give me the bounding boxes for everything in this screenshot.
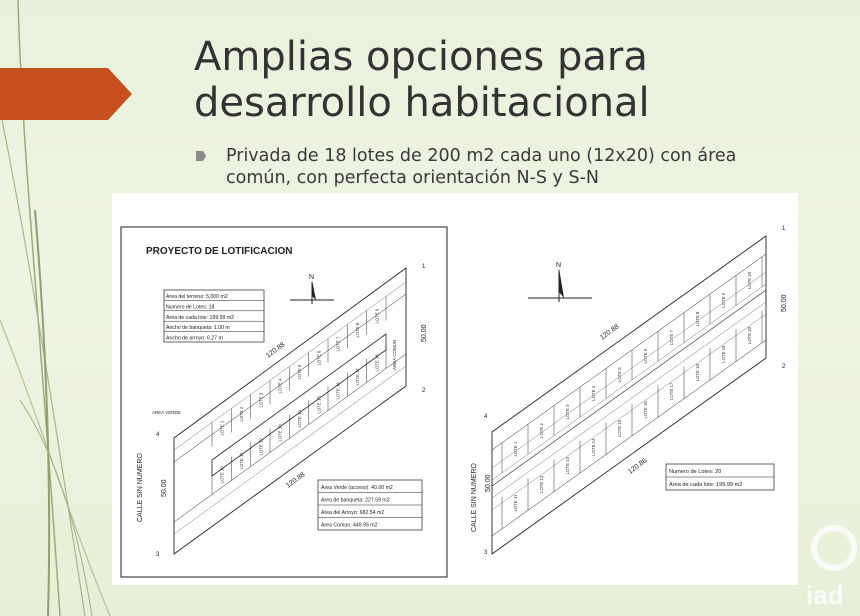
north-label: N <box>556 262 562 269</box>
street-label: CALLE SIN NUMERO <box>471 463 478 532</box>
lot-label: LOTE 13 <box>277 424 283 442</box>
corner-label: 4 <box>156 432 160 438</box>
corner-label: 3 <box>484 550 488 556</box>
lot-label: LOTE 4 <box>591 385 596 401</box>
lot-label: LOTE 15 <box>316 396 322 414</box>
lot-label: LOTE 9 <box>721 292 726 308</box>
bullet-item <box>196 145 796 189</box>
lot-label: LOTE 18 <box>374 354 380 372</box>
corner-label: 2 <box>422 388 426 394</box>
dimension-top: 120.88 <box>265 341 287 360</box>
lot-label: LOTE 16 <box>335 382 341 400</box>
lot-label: LOTE 9 <box>374 308 380 324</box>
lot-label: LOTE 14 <box>297 410 302 428</box>
dimension-bottom: 120.88 <box>285 471 307 490</box>
lot-label: LOTE 11 <box>239 452 244 470</box>
lot-label: LOTE 7 <box>335 336 341 352</box>
lot-label: LOTE 10 <box>219 466 225 484</box>
info-row: Area de cada lote: 199.99 m2 <box>166 314 235 321</box>
corner-label: 2 <box>782 364 786 370</box>
arrow-bullet-icon <box>196 151 206 161</box>
dimension-left: 50.00 <box>161 479 168 497</box>
info-row: Numero de Lotes: 20 <box>669 469 722 475</box>
bullet-text-1: Privada de 18 lotes de 200 m2 cada uno (12x20) con área común, con perfecta orientación N-S y S-N <box>226 146 737 188</box>
area-row: Area del Arroyo: 682.54 m2 <box>321 510 385 516</box>
slide-title-line2: desarrollo habitacional <box>194 80 650 126</box>
lot-label: LOTE 8 <box>695 311 700 327</box>
area-row: Area Verde (acceso): 40.00 m2 <box>321 485 393 491</box>
lot-label: LOTE 13 <box>565 457 570 475</box>
north-label: N <box>309 274 315 281</box>
lot-label: LOTE 18 <box>695 364 700 382</box>
parcel-outline <box>492 236 766 554</box>
lot-label: LOTE 3 <box>565 404 570 420</box>
lot-label: LOTE 12 <box>258 438 264 456</box>
info-table <box>666 464 774 490</box>
info-row: Area del terreno: 5,000 m2 <box>166 294 228 300</box>
lot-label: LOTE 1 <box>219 420 225 436</box>
area-row: Area de banqueta: 227.59 m2 <box>321 497 390 504</box>
plan-18-lotes <box>116 222 452 582</box>
area-row: Area Comun: 449.95 m2 <box>321 522 378 529</box>
dimension-left: 50.00 <box>485 474 492 492</box>
lot-label: LOTE 5 <box>617 367 622 383</box>
lot-label: LOTE 16 <box>643 401 648 419</box>
corner-label: 1 <box>782 226 786 232</box>
lot-label: LOTE 19 <box>721 345 726 363</box>
lot-label: LOTE 20 <box>747 326 752 345</box>
info-row: Area de cada lote: 199.99 m2 <box>669 482 743 488</box>
lot-label: LOTE 15 <box>617 419 622 438</box>
slide-title <box>194 34 650 126</box>
dimension-right: 50.00 <box>421 324 428 342</box>
watermark-text: iad <box>806 580 844 610</box>
dimension-top: 120.88 <box>599 323 621 342</box>
lot-label: LOTE 10 <box>747 271 752 290</box>
lot-label: LOTE 7 <box>669 330 674 345</box>
areas-table <box>318 480 422 530</box>
north-arrow <box>528 262 592 302</box>
lot-label: LOTE 2 <box>539 423 544 438</box>
info-row: Ancho de banqueta: 1.00 m <box>166 325 230 332</box>
corner-label: 1 <box>422 264 426 270</box>
lot-label: LOTE 17 <box>355 368 360 386</box>
street-label: CALLE SIN NUMERO <box>137 453 144 522</box>
plan-20-lotes <box>462 222 798 582</box>
lot-label: LOTE 5 <box>297 364 302 380</box>
north-arrow <box>290 274 334 304</box>
lot-label: LOTE 8 <box>355 322 360 338</box>
lot-label: LOTE 1 <box>513 441 518 457</box>
dimension-right: 50.00 <box>781 294 788 312</box>
corner-label: 4 <box>484 414 488 420</box>
info-table <box>164 290 264 342</box>
lot-label: LOTE 6 <box>316 350 322 366</box>
title-arrow-banner <box>0 68 132 120</box>
dimension-bottom: 120.86 <box>627 457 649 476</box>
lot-label: LOTE 3 <box>258 392 264 408</box>
lot-label: LOTE 11 <box>513 494 518 512</box>
lot-label: LOTE 14 <box>591 438 596 456</box>
lot-label: LOTE 4 <box>277 378 283 394</box>
lot-label: LOTE 17 <box>669 382 674 400</box>
info-row: Ancho de arroyo: 6.27 m <box>166 335 223 342</box>
plan-heading: PROYECTO DE LOTIFICACION <box>146 246 293 257</box>
area-comun-label: AREA COMUN <box>392 339 397 370</box>
lot-label: LOTE 2 <box>239 406 244 422</box>
iad-watermark <box>800 520 858 610</box>
corner-label: 3 <box>156 552 160 558</box>
lot-label: LOTE 12 <box>539 475 544 493</box>
info-row: Numero de Lotes: 18 <box>166 304 215 311</box>
area-verde-label: AREA VERDE <box>152 410 181 415</box>
slide-title-line1: Amplias opciones para <box>194 34 648 80</box>
lot-label: LOTE 6 <box>643 348 648 364</box>
